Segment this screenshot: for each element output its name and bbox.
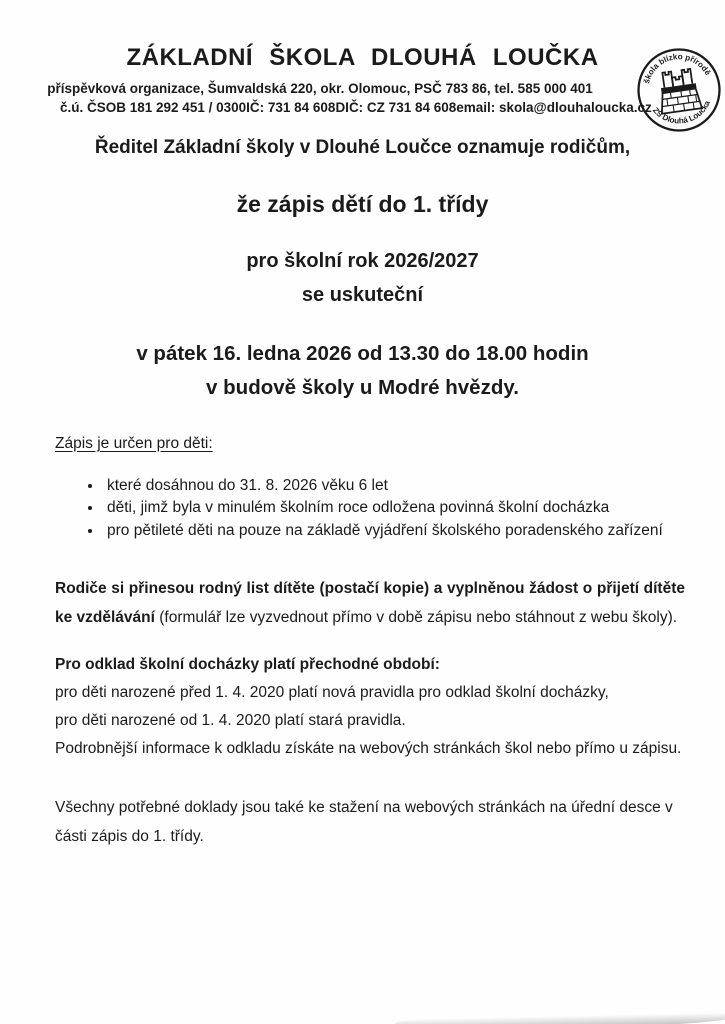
required-documents-bold: Rodiče si přinesou rodný list dítěte (postačí kopie) a vyplněnou žádost o přijetí dítěte ke vzdělávání [55,580,685,627]
required-documents-paragraph [55,574,685,633]
stamp-bottom-text: ZŠ Dlouhá Loučka [650,99,712,126]
footer-note: Všechny potřebné doklady jsou také ke stažení na webových stránkách na úřední desce v části zápis do 1. třídy. [55,799,673,846]
list-item: • pro pětileté děti na pouze na základě vyjádření školského poradenského zařízení [103,520,685,542]
deferral-line: Podrobnější informace k odkladu získáte na webových stránkách škol nebo přímo u zápisu. [55,739,682,757]
eligibility-heading: Zápis je určen pro děti: [55,434,213,452]
organization-address-line: příspěvková organizace, Šumvaldská 220, okr. Olomouc, PSČ 783 86, tel. 585 000 401 [47,81,593,96]
will-take-place-line: se uskuteční [301,284,424,306]
deferral-line: pro děti narozené od 1. 4. 2020 platí stará pravidla. [55,711,406,729]
announcement-headline: že zápis dětí do 1. třídy [236,191,489,217]
deferral-heading: Pro odklad školní docházky platí přechodné období: [55,655,440,673]
stamp-top-text: škola blízko přírodě [641,52,713,85]
ic-number: IČ: 731 84 608 [246,100,336,115]
deferral-section [55,651,685,763]
list-item: • děti, jimž byla v minulém školním roce odložena povinná školní docházka [103,497,685,519]
school-year-line: pro školní rok 2026/2027 [246,250,479,272]
letterhead [0,0,725,115]
list-item: • které dosáhnou do 31. 8. 2026 věku 6 let [103,475,685,497]
castle-icon [656,68,702,114]
document-body [55,435,685,852]
date-line: v pátek 16. ledna 2026 od 13.30 do 18.00 hodin [136,342,589,365]
scan-edge-artifact [395,1008,725,1024]
registration-line [60,100,652,115]
required-documents-regular: (formulář lze vyzvednout přímo v době zápisu nebo stáhnout z webu školy). [154,609,678,627]
date-place-block [0,337,725,405]
place-line: v budově školy u Modré hvězdy. [206,375,519,399]
bank-account: č.ú. ČSOB 181 292 451 / 0300 [60,100,247,115]
eligibility-list [55,475,685,542]
announcement-intro: Ředitel Základní školy v Dlouhé Loučce oznamuje rodičům, [94,137,631,158]
school-stamp [629,38,725,141]
dic-number: DIČ: CZ 731 84 608 [335,100,457,115]
deferral-line: pro děti narozené před 1. 4. 2020 platí nová pravidla pro odklad školní docházky, [55,683,609,701]
school-name: ZÁKLADNÍ ŠKOLA DLOUHÁ LOUČKA [126,44,599,71]
email-address: email: skola@dlouhaloucka.cz [456,100,652,115]
